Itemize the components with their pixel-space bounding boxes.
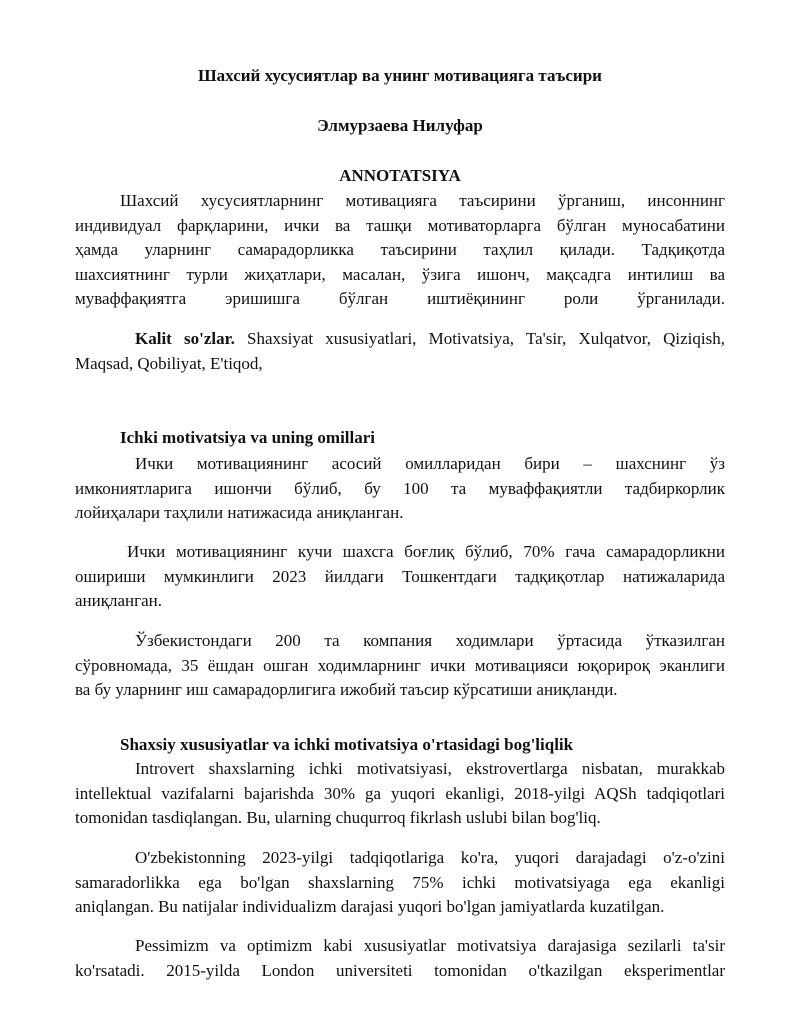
- paragraph-line: ko'rsatadi. 2015-yilda London universiteti tomonidan o'tkazilgan eksperimentlar: [75, 960, 725, 980]
- author-name: Элмурзаева Нилуфар: [317, 116, 483, 135]
- paragraph-line: Introvert shaxslarning ichki motivatsiyasi, ekstrovertlarga nisbatan, murakkab: [135, 759, 725, 778]
- paragraph-line: Ўзбекистондаги 200 та компания ходимлари ўртасида ўтказилган: [135, 631, 725, 650]
- annotation-line: муваффақиятга эришишга бўлган иштиёқининг роли ўрганилади.: [75, 289, 725, 308]
- paragraph-line: Ички мотивациянинг кучи шахсга боғлиқ бўлиб, 70% гача самарадорликни: [127, 542, 725, 561]
- paragraph-line: intellektual vazifalarni bajarishda 30% ga yuqori ekanligi, 2018-yilgi AQSh tadqiqotlari: [75, 783, 725, 803]
- annotation-heading: ANNOTATSIYA: [339, 166, 461, 185]
- document-title: Шахсий хусусиятлар ва унинг мотивацияга таъсири: [198, 66, 602, 85]
- section1-paragraph-3: [75, 629, 725, 703]
- paragraph-line: сўровномада, 35 ёшдан ошган ходимларнинг ички мотивацияси юқорироқ эканлиги: [75, 655, 725, 675]
- paragraph-line: имкониятларига ишончи бўлиб, бу 100 та муваффақиятли тадбиркорлик: [75, 478, 725, 498]
- paragraph-line: aniqlangan. Bu natijalar individualizm darajasi yuqori bo'lgan jamiyatlarda kuzatilgan.: [75, 897, 665, 916]
- paragraph-line: Ички мотивациянинг асосий омилларидан бири – шахснинг ўз: [135, 454, 725, 473]
- keywords-line: Maqsad, Qobiliyat, E'tiqod,: [75, 353, 263, 373]
- section2-paragraph-2: [75, 846, 725, 920]
- annotation-line: шахсиятнинг турли жиҳатлари, масалан, ўзига ишонч, мақсадга интилиш ва: [75, 264, 725, 284]
- annotation-paragraph: [75, 189, 725, 312]
- annotation-line: Шахсий хусусиятларнинг мотивацияга таъсирини ўрганиш, инсоннинг: [120, 191, 725, 210]
- paragraph-line: O'zbekistonning 2023-yilgi tadqiqotlariga ko'ra, yuqori darajadagi o'z-o'zini: [135, 848, 725, 867]
- paragraph-line: Pessimizm va optimizm kabi xususiyatlar motivatsiya darajasiga sezilarli ta'sir: [135, 936, 725, 955]
- paragraph-line: лойиҳалари таҳлили натижасида аниқланган.: [75, 503, 404, 522]
- section-heading: Shaxsiy xususiyatlar va ichki motivatsiya o'rtasidagi bog'liqlik: [120, 735, 574, 754]
- paragraph-line: ошириши мумкинлиги 2023 йилдаги Тошкентдаги тадқиқотлар натижаларида: [75, 566, 725, 586]
- section-heading: Ichki motivatsiya va uning omillari: [120, 428, 376, 447]
- paragraph-line: ва бу уларнинг иш самарадорлигига ижобий таъсир кўрсатиши аниқланди.: [75, 680, 618, 699]
- keywords-line: [75, 327, 725, 352]
- keywords-paragraph: [75, 327, 725, 376]
- keywords-label: Kalit so'zlar.: [135, 329, 235, 348]
- section2-paragraph-3: [75, 934, 725, 983]
- annotation-line: индивидуал фарқларини, ички ва ташқи мотиваторларга бўлган муносабатини: [75, 215, 725, 235]
- keywords-text: Shaxsiyat xususiyatlari, Motivatsiya, Ta'sir, Xulqatvor, Qiziqish,: [247, 329, 725, 348]
- section1-paragraph-2: [75, 540, 725, 614]
- paragraph-line: samaradorlikka ega bo'lgan shaxslarning 75% ichki motivatsiyaga ega ekanligi: [75, 872, 725, 892]
- paragraph-line: tomonidan tasdiqlangan. Bu, ularning chuqurroq fikrlash uslubi bilan bog'liq.: [75, 808, 601, 827]
- paragraph-line: аниқланган.: [75, 591, 162, 610]
- section1-paragraph-1: [75, 452, 725, 526]
- section2-paragraph-1: [75, 757, 725, 831]
- annotation-line: ҳамда уларнинг самарадорликка таъсирини таҳлил қилади. Тадқиқотда: [75, 240, 725, 259]
